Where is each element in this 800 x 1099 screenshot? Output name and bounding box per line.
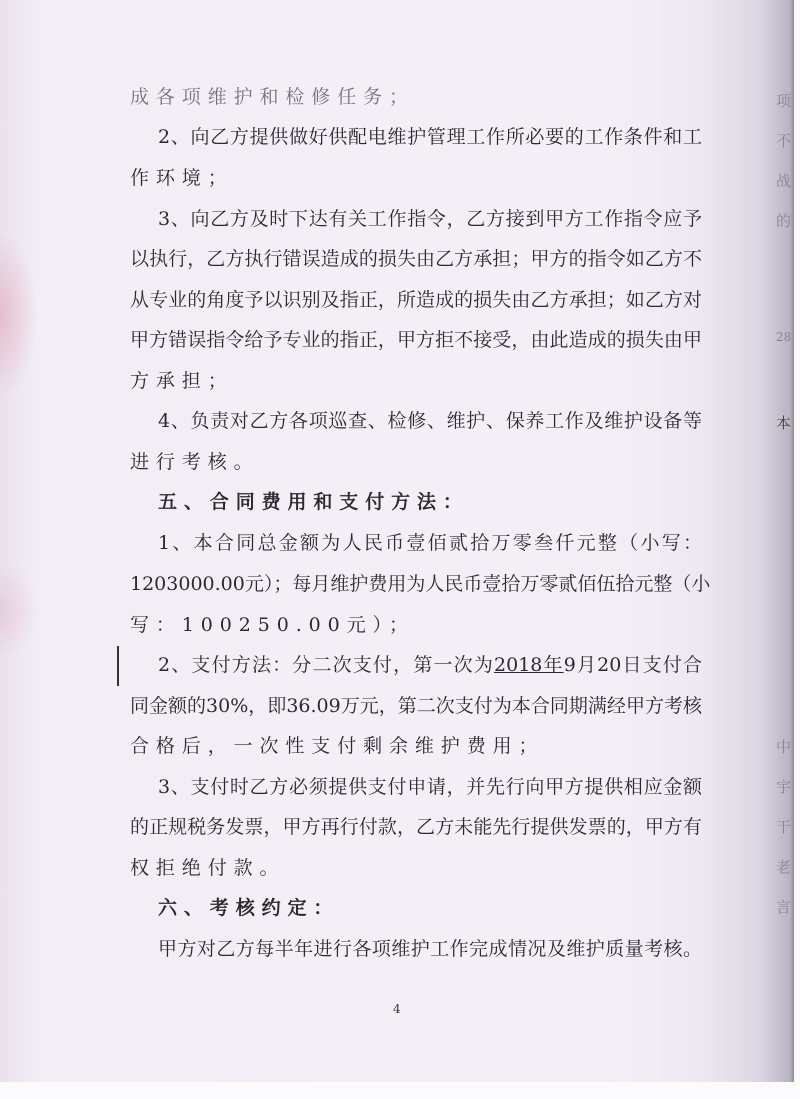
edge-fragment: 中: [776, 738, 792, 756]
text-line: 进行考核。: [130, 451, 260, 473]
page-number: 4: [393, 1002, 401, 1016]
edge-fragment: 言: [776, 898, 792, 916]
text-line: 1、本合同总金额为人民币壹佰贰拾万零叁仟元整（小写：: [158, 532, 702, 554]
text-line: 的正规税务发票，甲方再行付款，乙方未能先行提供发票的，甲方有: [130, 816, 702, 838]
edge-fragment: 宇: [776, 778, 792, 796]
text-line: 合格后，一次性支付剩余维护费用；: [130, 735, 545, 757]
text-line: 甲方对乙方每半年进行各项维护工作完成情况及维护质量考核。: [158, 938, 702, 960]
edge-fragment: 战: [776, 172, 792, 190]
text-line: 权拒绝付款。: [130, 857, 286, 879]
payment-line: [158, 652, 702, 678]
text-line: 从专业的角度予以识别及指正，所造成的损失由乙方承担；如乙方对: [130, 289, 702, 311]
text: 9月20日支付合: [563, 654, 703, 676]
text: 2、支付方法：分二次支付，第一次为: [158, 654, 495, 676]
text-line: 以执行，乙方执行错误造成的损失由乙方承担；甲方的指令如乙方不: [130, 248, 702, 270]
text-line: 作环境；: [130, 167, 234, 189]
text-line: 2、向乙方提供做好供配电维护管理工作所必要的工作条件和工: [158, 126, 702, 148]
text-line: 写：100250.00元）；: [130, 614, 415, 636]
edge-fragment: 项: [776, 92, 792, 110]
section-heading: 五、合同费用和支付方法：: [158, 491, 469, 513]
margin-mark: [117, 646, 119, 686]
underlined-year: 2018年: [494, 654, 564, 676]
text-line: 1203000.00元）；每月维护费用为人民币壹拾万零贰佰伍拾元整（小: [130, 573, 711, 595]
edge-fragment: 老: [776, 858, 792, 876]
edge-fragment: 本: [776, 414, 792, 432]
section-heading: 六、考核约定：: [158, 897, 340, 919]
text-line: 成各项维护和检修任务；: [130, 86, 415, 108]
text-line: 3、向乙方及时下达有关工作指令，乙方接到甲方工作指令应予: [158, 208, 702, 230]
text-line: 方承担；: [130, 370, 234, 392]
stamp-bleed: [0, 230, 38, 400]
stamp-bleed: [0, 560, 40, 660]
text-line: 4、负责对乙方各项巡查、检修、维护、保养工作及维护设备等: [158, 410, 702, 432]
edge-fragment: 不: [776, 132, 792, 150]
text-line: 3、支付时乙方必须提供支付申请，并先行向甲方提供相应金额: [158, 776, 702, 798]
edge-fragment: 28: [776, 330, 792, 344]
edge-fragment: 干: [776, 818, 792, 836]
edge-fragment: 的: [776, 212, 792, 230]
text-line: 甲方错误指令给予专业的指正，甲方拒不接受，由此造成的损失由甲: [130, 329, 702, 351]
text-line: 同金额的30%，即36.09万元，第二次支付为本合同期满经甲方考核: [130, 695, 702, 717]
